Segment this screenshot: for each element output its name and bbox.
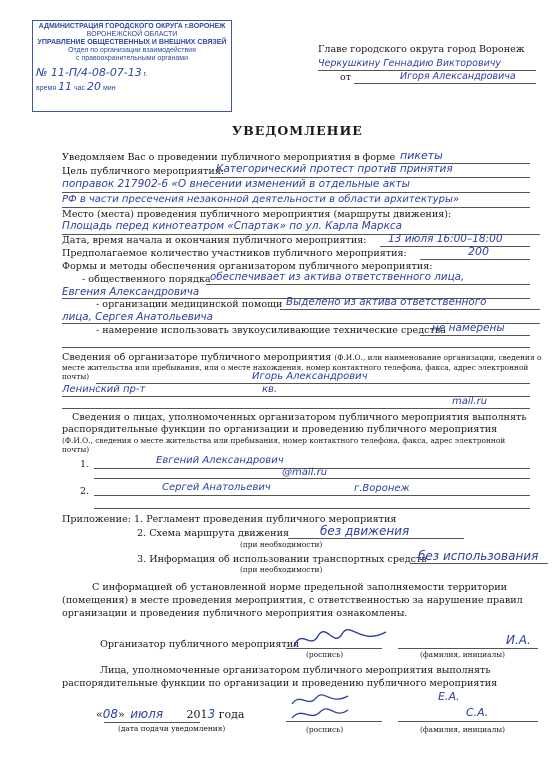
organizer-handwritten-name: Игорь Александрович [252, 371, 368, 382]
appendix-item-3-note: (при необходимости) [240, 565, 323, 574]
sound-handwritten: не намерены [432, 322, 505, 334]
authorized-number-2: 2. [80, 486, 90, 497]
persons-handwritten-1: Е.А. [438, 690, 460, 703]
addressee-from-handwritten: Игоря Александровича [400, 71, 516, 82]
order-handwritten-1: обеспечивает из актива ответственного лица, [210, 271, 465, 283]
place-label: Место (места) проведения публичного мероприятия (маршруты движения): [62, 209, 452, 220]
place-handwritten: Площадь перед кинотеатром «Спартак» по ул. Карла Маркса [62, 220, 402, 232]
stamp-reg-number: № 11-П/4-08-07-13 [36, 66, 142, 79]
persons-name-note: (фамилия, инициалы) [420, 725, 506, 734]
stamp-line-3: УПРАВЛЕНИЕ ОБЩЕСТВЕННЫХ И ВНЕШНИХ СВЯЗЕЙ [37, 39, 227, 46]
info-line-2: (помещения) в месте проведения мероприятия, с ответственностью за нарушение правил [62, 595, 523, 606]
sound-label: - намерение использовать звукоусиливающие технические средства [96, 325, 446, 336]
count-handwritten: 200 [468, 245, 489, 258]
date-month-handwritten: июля [130, 707, 164, 721]
stamp-line-4: Отдел по организации взаимодействия [68, 47, 196, 54]
organizer-name-note: (фамилия, инициалы) [420, 650, 506, 659]
medical-label: - организации медицинской помощи [96, 299, 283, 310]
count-label: Предполагаемое количество участников публичного мероприятия: [62, 248, 407, 259]
info-line-3: организации и проведения публичного мероприятия ознакомлены. [62, 608, 408, 619]
appendix-item-3-handwritten: без использования [418, 549, 539, 563]
date-day-handwritten: 08 [102, 707, 119, 721]
document-title: УВЕДОМЛЕНИЕ [232, 123, 363, 138]
form-handwritten: пикеты [400, 149, 443, 162]
info-line-1: С информацией об установленной норме предельной заполняемости территории [92, 582, 508, 593]
stamp-line-2: ВОРОНЕЖСКОЙ ОБЛАСТИ [86, 31, 178, 38]
goal-handwritten-2: поправок 217902-6 «О внесении изменений в отдельные акты [62, 178, 410, 190]
authorized-note-2: почты) [62, 445, 90, 454]
organizer-handwritten-apt: кв. [262, 384, 278, 395]
authorized-2-handwritten-name: Сергей Анатольевич [162, 482, 271, 493]
authorized-number-1: 1. [80, 459, 90, 470]
means-label: Формы и методы обеспечения организатором публичного мероприятия: [62, 261, 433, 272]
stamp-hour-label: час [74, 85, 86, 92]
registration-stamp [32, 20, 232, 112]
persons-line-2: распорядительные функции по организации и проведению публичного мероприятия [62, 678, 498, 689]
organizer-note-2: месте жительства или пребывания, или о месте нахождения, номер контактного телефона, факса, адрес электронной [62, 363, 529, 372]
authorized-label-1: Сведения о лицах, уполномоченных организатором публичного мероприятия выполнять [72, 412, 527, 423]
date-year-prefix: 201 [186, 708, 208, 721]
addressee-name-handwritten: Черкушкину Геннадию Викторовичу [318, 58, 501, 69]
date-close-quote: » [118, 708, 125, 721]
organizer-handwritten-email: mail.ru [452, 396, 488, 407]
date-label: Дата, время начала и окончания публичного мероприятия: [62, 235, 367, 246]
stamp-reg-year-label: г. [143, 71, 148, 78]
stamp-time-hour: 11 [58, 80, 73, 93]
organizer-label: Сведения об организаторе публичного мероприятия [62, 352, 332, 363]
authorized-label-2: распорядительные функции по организации и проведению публичного мероприятия [62, 424, 498, 435]
authorized-1-handwritten-name: Евгений Александрович [156, 455, 284, 466]
addressee-to: Главе городского округа город Воронеж [318, 44, 525, 55]
organizer-signature-handwritten: И.А. [506, 633, 531, 647]
organizer-sign-note: (роспись) [306, 650, 344, 659]
date-year-handwritten: 3 [207, 707, 216, 721]
organizer-note-3: почты) [62, 372, 90, 381]
form-label: Уведомляем Вас о проведении публичного мероприятия в форме [62, 152, 396, 163]
date-line [96, 709, 244, 720]
stamp-time-min: 20 [87, 80, 102, 93]
date-note: (дата подачи уведомления) [118, 724, 226, 733]
appendix-item-3: 3. Информация об использовании транспортных средств [137, 554, 427, 565]
date-year-suffix: года [218, 708, 245, 721]
medical-handwritten-1: Выделено из актива ответственного [286, 296, 487, 308]
goal-handwritten-1: Категорический протест против принятия [216, 163, 453, 175]
date-handwritten: 13 июля 16:00–18:00 [388, 233, 503, 245]
order-label: - общественного порядка [82, 274, 211, 285]
persons-sign-note: (роспись) [306, 725, 344, 734]
persons-line-1: Лица, уполномоченные организатором публичного мероприятия выполнять [100, 665, 491, 676]
stamp-line-1: АДМИНИСТРАЦИЯ ГОРОДСКОГО ОКРУГА г.ВОРОНЕЖ [38, 23, 226, 30]
appendix-item-2: 2. Схема маршрута движения [137, 528, 290, 539]
persons-handwritten-2: С.А. [466, 706, 489, 719]
organizer-signature-label: Организатор публичного мероприятия [100, 639, 300, 650]
stamp-line-5: с правоохранительными органами [75, 55, 189, 62]
medical-handwritten-2: лица, Сергея Анатольевича [62, 311, 213, 323]
authorized-note-1: (Ф.И.О., сведения о месте жительства или пребывания, номер контактного телефона, факса, адрес электронной [62, 436, 506, 445]
goal-handwritten-3: РФ в части пресечения незаконной деятельности в области архитектуры» [62, 194, 460, 205]
addressee-from-label: от [340, 72, 352, 83]
date-open-quote: « [96, 708, 103, 721]
authorized-2-handwritten-city: г.Воронеж [354, 483, 410, 494]
authorized-1-handwritten-email: @mail.ru [282, 467, 328, 478]
order-handwritten-2: Евгения Александровича [62, 286, 200, 298]
organizer-note-1: (Ф.И.О., или наименование организации, сведения о [334, 353, 542, 362]
stamp-min-label: мин [102, 85, 116, 92]
stamp-time-label: время [36, 85, 57, 92]
goal-label: Цель публичного мероприятия: [62, 166, 225, 177]
appendix-label: Приложение: 1. Регламент проведения публичного мероприятия [62, 514, 397, 525]
appendix-item-2-handwritten: без движения [320, 524, 410, 538]
appendix-item-2-note: (при необходимости) [240, 540, 323, 549]
organizer-handwritten-address: Ленинский пр-т [62, 384, 146, 395]
